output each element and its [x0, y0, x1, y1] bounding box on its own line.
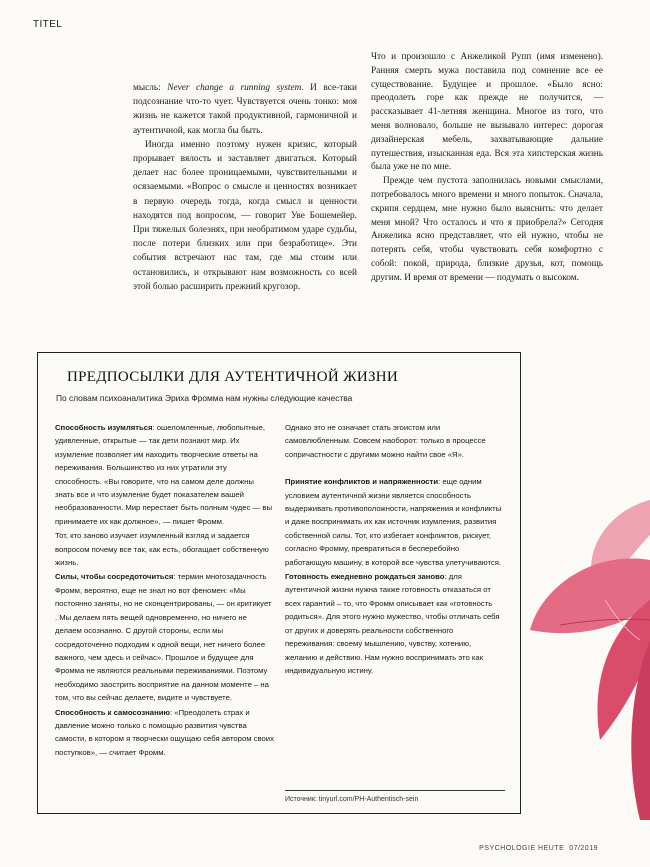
info-box: [37, 352, 521, 814]
box-source: Источник: tinyurl.com/PH-Authentisch-sein: [285, 790, 505, 803]
section-tag: TITEL: [33, 19, 63, 30]
box-subtitle: По словам психоаналитика Эриха Фромма нам нужны следующие качества: [56, 393, 353, 403]
box-item: Однако это не означает стать эгоистом или самовлюбленным. Совсем наоборот: только в процессе сопричастности с другими можно найти свое «Я».: [285, 423, 486, 459]
article-paragraph: Что и произошло с Анжеликой Рупп (имя изменено). Ранняя смерть мужа поставила под сомнение все ее существование. Будущее и прошлое. «Было ясно: преодолеть горе как прежде не получится, — рассказывает 41-летняя женщина. Многое из того, что меня волновало, больше не вызывало интерес: дорогая дизайнерская мебель, захватывающие дальние путешествия, изысканная еда. Вся эта хипстерская жизнь была уже не по мне.: [371, 52, 603, 173]
box-item: Тот, кто заново изучает изумленный взгляд и задается вопросом почему все так, как есть, обогащает собственную жизнь.: [55, 531, 269, 568]
magazine-name: PSYCHOLOGIE HEUTE: [479, 845, 565, 852]
box-item: Принятие конфликтов и напряженности: еще одним условием аутентичной жизни является способность выдерживать противоположности, напряжения и конфликты и даже воспринимать их как источник изумления, развития собственной силы. Тот, кто избегает конфликтов, рискует, согласно Фромму, превратиться в бесперебойно работающую машину, в которой все чувства улетучиваются.: [285, 477, 502, 567]
article-paragraph: Иногда именно поэтому нужен кризис, который прорывает вялость и заставляет двигаться. Который делает нас более проницаемыми, чувствительными и осязаемыми. «Вопрос о смысле и ценностях возникает в первую очередь тогда, когда смысл и ценности находятся под вопросом, — говорит Уве Бошемейер. При тяжелых болезнях, при необратимом ударе судьбы, после потери близких или при безработице». Эти события встречают нас там, где мы стоим или остановились, и открывают нам возможность со всей этой болью расширить прежний кругозор.: [133, 139, 357, 292]
box-item: Готовность ежедневно рождаться заново: для аутентичной жизни нужна также готовность отказаться от всех гарантий – то, что Фромм описывает как «готовность родиться». Для этого нужно мужество, чтобы отличать себя от других и доверять реальности собственного переживания: своему мышлению, чувству, хотению, желанию и действию. Нам нужно воспринимать это как индивидуальную истину.: [285, 572, 500, 675]
issue-number: 07/2019: [569, 845, 598, 852]
box-item: Способность изумляться: ошеломленные, любопытные, удивленные, открытые — так дети познают мир. Их изумление позволяет им находить творческие ответы на переживания. Большинство из них утратили эту способность. «Вы говорите, что на самом деле должны знать все и что изумление будет показателем вашей необразованности. Мир перестает быть полным чудес — вы принимаете их как должное», — пишет Фромм.: [55, 423, 272, 526]
article-right-column: [371, 51, 603, 286]
box-item: Способность к самосознанию: «Преодолеть страх и давление можно только с помощью развития чувства самости, в котором я творчески ощущаю себя автором своих поступков», — считает Фромм.: [55, 707, 274, 757]
box-title: ПРЕДПОСЫЛКИ ДЛЯ АУТЕНТИЧНОЙ ЖИЗНИ: [67, 369, 399, 385]
article-paragraph: Прежде чем пустота заполнилась новыми смыслами, потребовалось много времени и много попыток. Сначала, скрипя сердцем, мне нужно было выяснить: что делает меня мной? Что осталось и что я приобрела?» Сегодня Анжелика ясно представляет, что ей нужно, чтобы не потерять себя, чтобы чувствовать себя комфортно с собой: покой, природа, близкие друзья, кот, помощь другим. И время от времени — подумать о высоком.: [371, 176, 603, 283]
article-paragraph: мысль: Never change a running system. И все-таки подсознание что-то чует. Чувствуется очень тонко: моя жизнь не кажется такой продуктивной, гармоничной и аутентичной, как могла бы быть.: [133, 83, 357, 136]
box-item: Силы, чтобы сосредоточиться: термин многозадачность Фромм, вероятно, еще не знал но вот феномен: «Мы постоянно заняты, но не сконцентрированы, — он критикует . Мы делаем пять вещей одновременно, но ничего не делаем осознанно. С другой стороны, если мы сосредоточенно подходим к одной вещи, нет ничего более важного, чем здесь и сейчас». Прошлое и будущее для Фромма не являются реальными переживаниями. Поэтому необходимо заострить восприятие на данном моменте – на том, что вы сейчас делаете, видите и чувствуете.: [55, 572, 272, 703]
box-left-column: [55, 421, 275, 760]
article-left-column: [133, 81, 357, 294]
box-right-column: [285, 421, 503, 678]
page-footer: [479, 845, 598, 852]
flower-illustration: [520, 440, 650, 840]
